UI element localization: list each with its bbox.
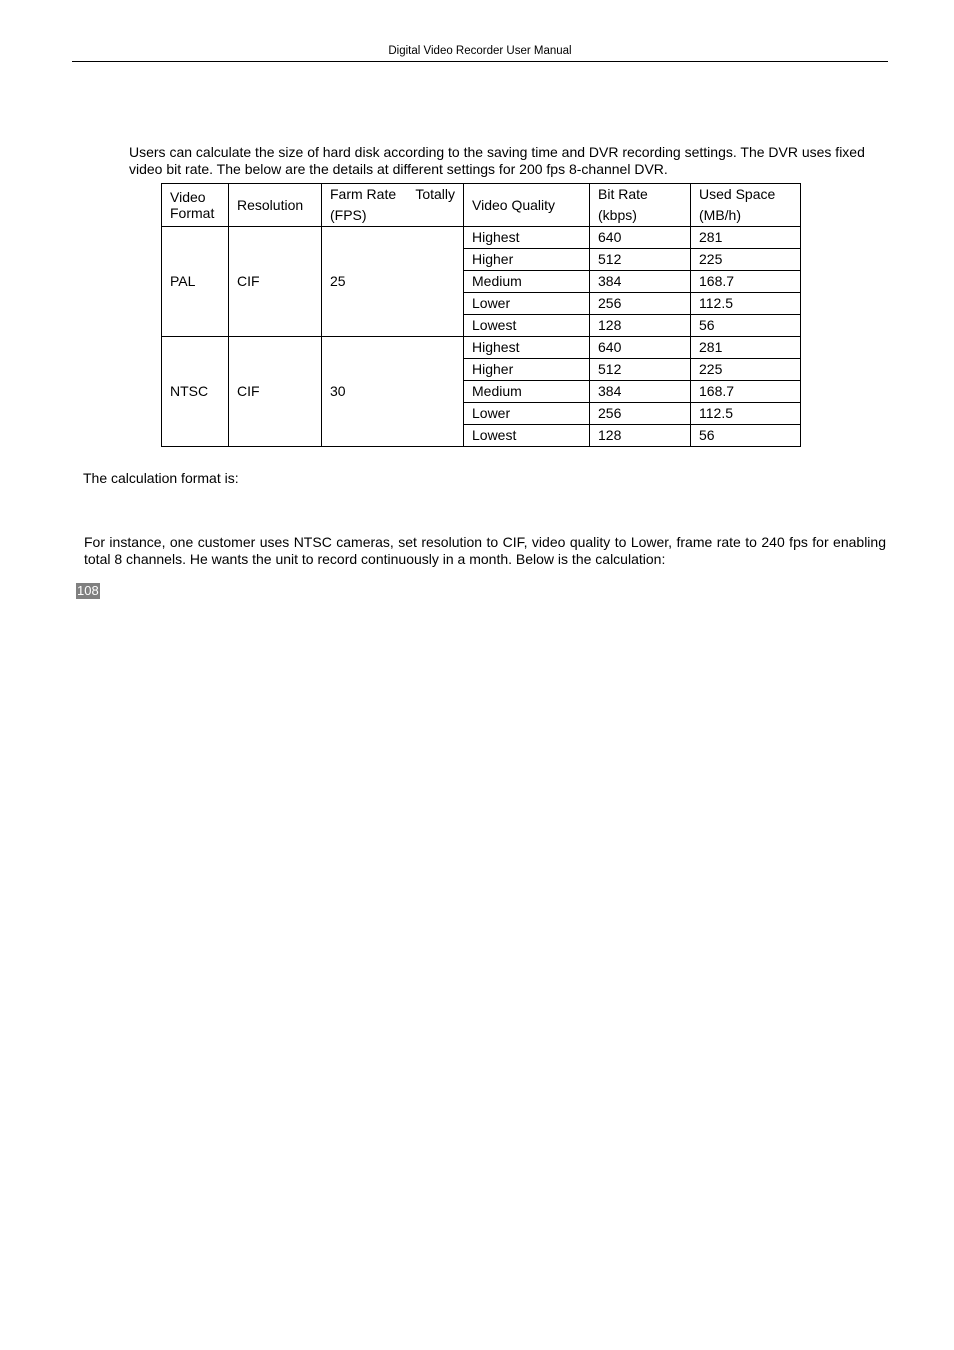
cell-video-quality: Higher (464, 249, 590, 271)
cell-bit-rate: 128 (590, 315, 691, 337)
cell-video-quality: Medium (464, 271, 590, 293)
cell-bit-rate: 640 (590, 227, 691, 249)
cell-video-format: NTSC (162, 337, 229, 447)
example-paragraph: For instance, one customer uses NTSC cameras, set resolution to CIF, video quality to Lower, frame rate to 240 fps for enabling total 8 channels. He wants the unit to record continuously in a month. Below is the calculation: (84, 534, 886, 567)
cell-used-space: 225 (691, 249, 801, 271)
intro-line-2: video bit rate. The below are the details at different settings for 200 fps 8-channel DVR. (129, 161, 668, 177)
calculation-format-label: The calculation format is: (83, 470, 239, 486)
cell-used-space: 168.7 (691, 381, 801, 403)
cell-video-quality: Lowest (464, 315, 590, 337)
cell-video-format: PAL (162, 227, 229, 337)
cell-bit-rate: 256 (590, 403, 691, 425)
cell-bit-rate: 640 (590, 337, 691, 359)
cell-used-space: 56 (691, 315, 801, 337)
intro-line-1: Users can calculate the size of hard disk according to the saving time and DVR recording settings. The DVR uses fixed (129, 144, 865, 160)
cell-bit-rate: 512 (590, 249, 691, 271)
table-row (162, 337, 801, 359)
cell-video-quality: Highest (464, 227, 590, 249)
cell-video-quality: Highest (464, 337, 590, 359)
cell-used-space: 112.5 (691, 293, 801, 315)
cell-video-quality: Lower (464, 293, 590, 315)
cell-resolution: CIF (229, 337, 322, 447)
cell-bit-rate: 384 (590, 381, 691, 403)
header-bit-rate: Bit Rate (kbps) (590, 184, 691, 227)
cell-frame-rate: 30 (322, 337, 464, 447)
cell-used-space: 225 (691, 359, 801, 381)
cell-bit-rate: 512 (590, 359, 691, 381)
cell-used-space: 112.5 (691, 403, 801, 425)
table-row (162, 227, 801, 249)
bitrate-table (161, 183, 801, 447)
cell-video-quality: Lowest (464, 425, 590, 447)
cell-used-space: 168.7 (691, 271, 801, 293)
header-frame-rate: Farm Rate Totally (FPS) (322, 184, 464, 227)
page-header: Digital Video Recorder User Manual (72, 44, 888, 62)
cell-bit-rate: 256 (590, 293, 691, 315)
cell-used-space: 281 (691, 337, 801, 359)
cell-resolution: CIF (229, 227, 322, 337)
cell-used-space: 281 (691, 227, 801, 249)
page-number: 108 (77, 583, 99, 598)
table-header-row (162, 184, 801, 227)
cell-video-quality: Lower (464, 403, 590, 425)
cell-bit-rate: 128 (590, 425, 691, 447)
header-used-space: Used Space (MB/h) (691, 184, 801, 227)
intro-paragraph (84, 144, 886, 178)
header-video-quality: Video Quality (464, 184, 590, 227)
header-resolution: Resolution (229, 184, 322, 227)
cell-used-space: 56 (691, 425, 801, 447)
cell-frame-rate: 25 (322, 227, 464, 337)
cell-video-quality: Higher (464, 359, 590, 381)
cell-video-quality: Medium (464, 381, 590, 403)
header-video-format: Video Format (162, 184, 229, 227)
cell-bit-rate: 384 (590, 271, 691, 293)
